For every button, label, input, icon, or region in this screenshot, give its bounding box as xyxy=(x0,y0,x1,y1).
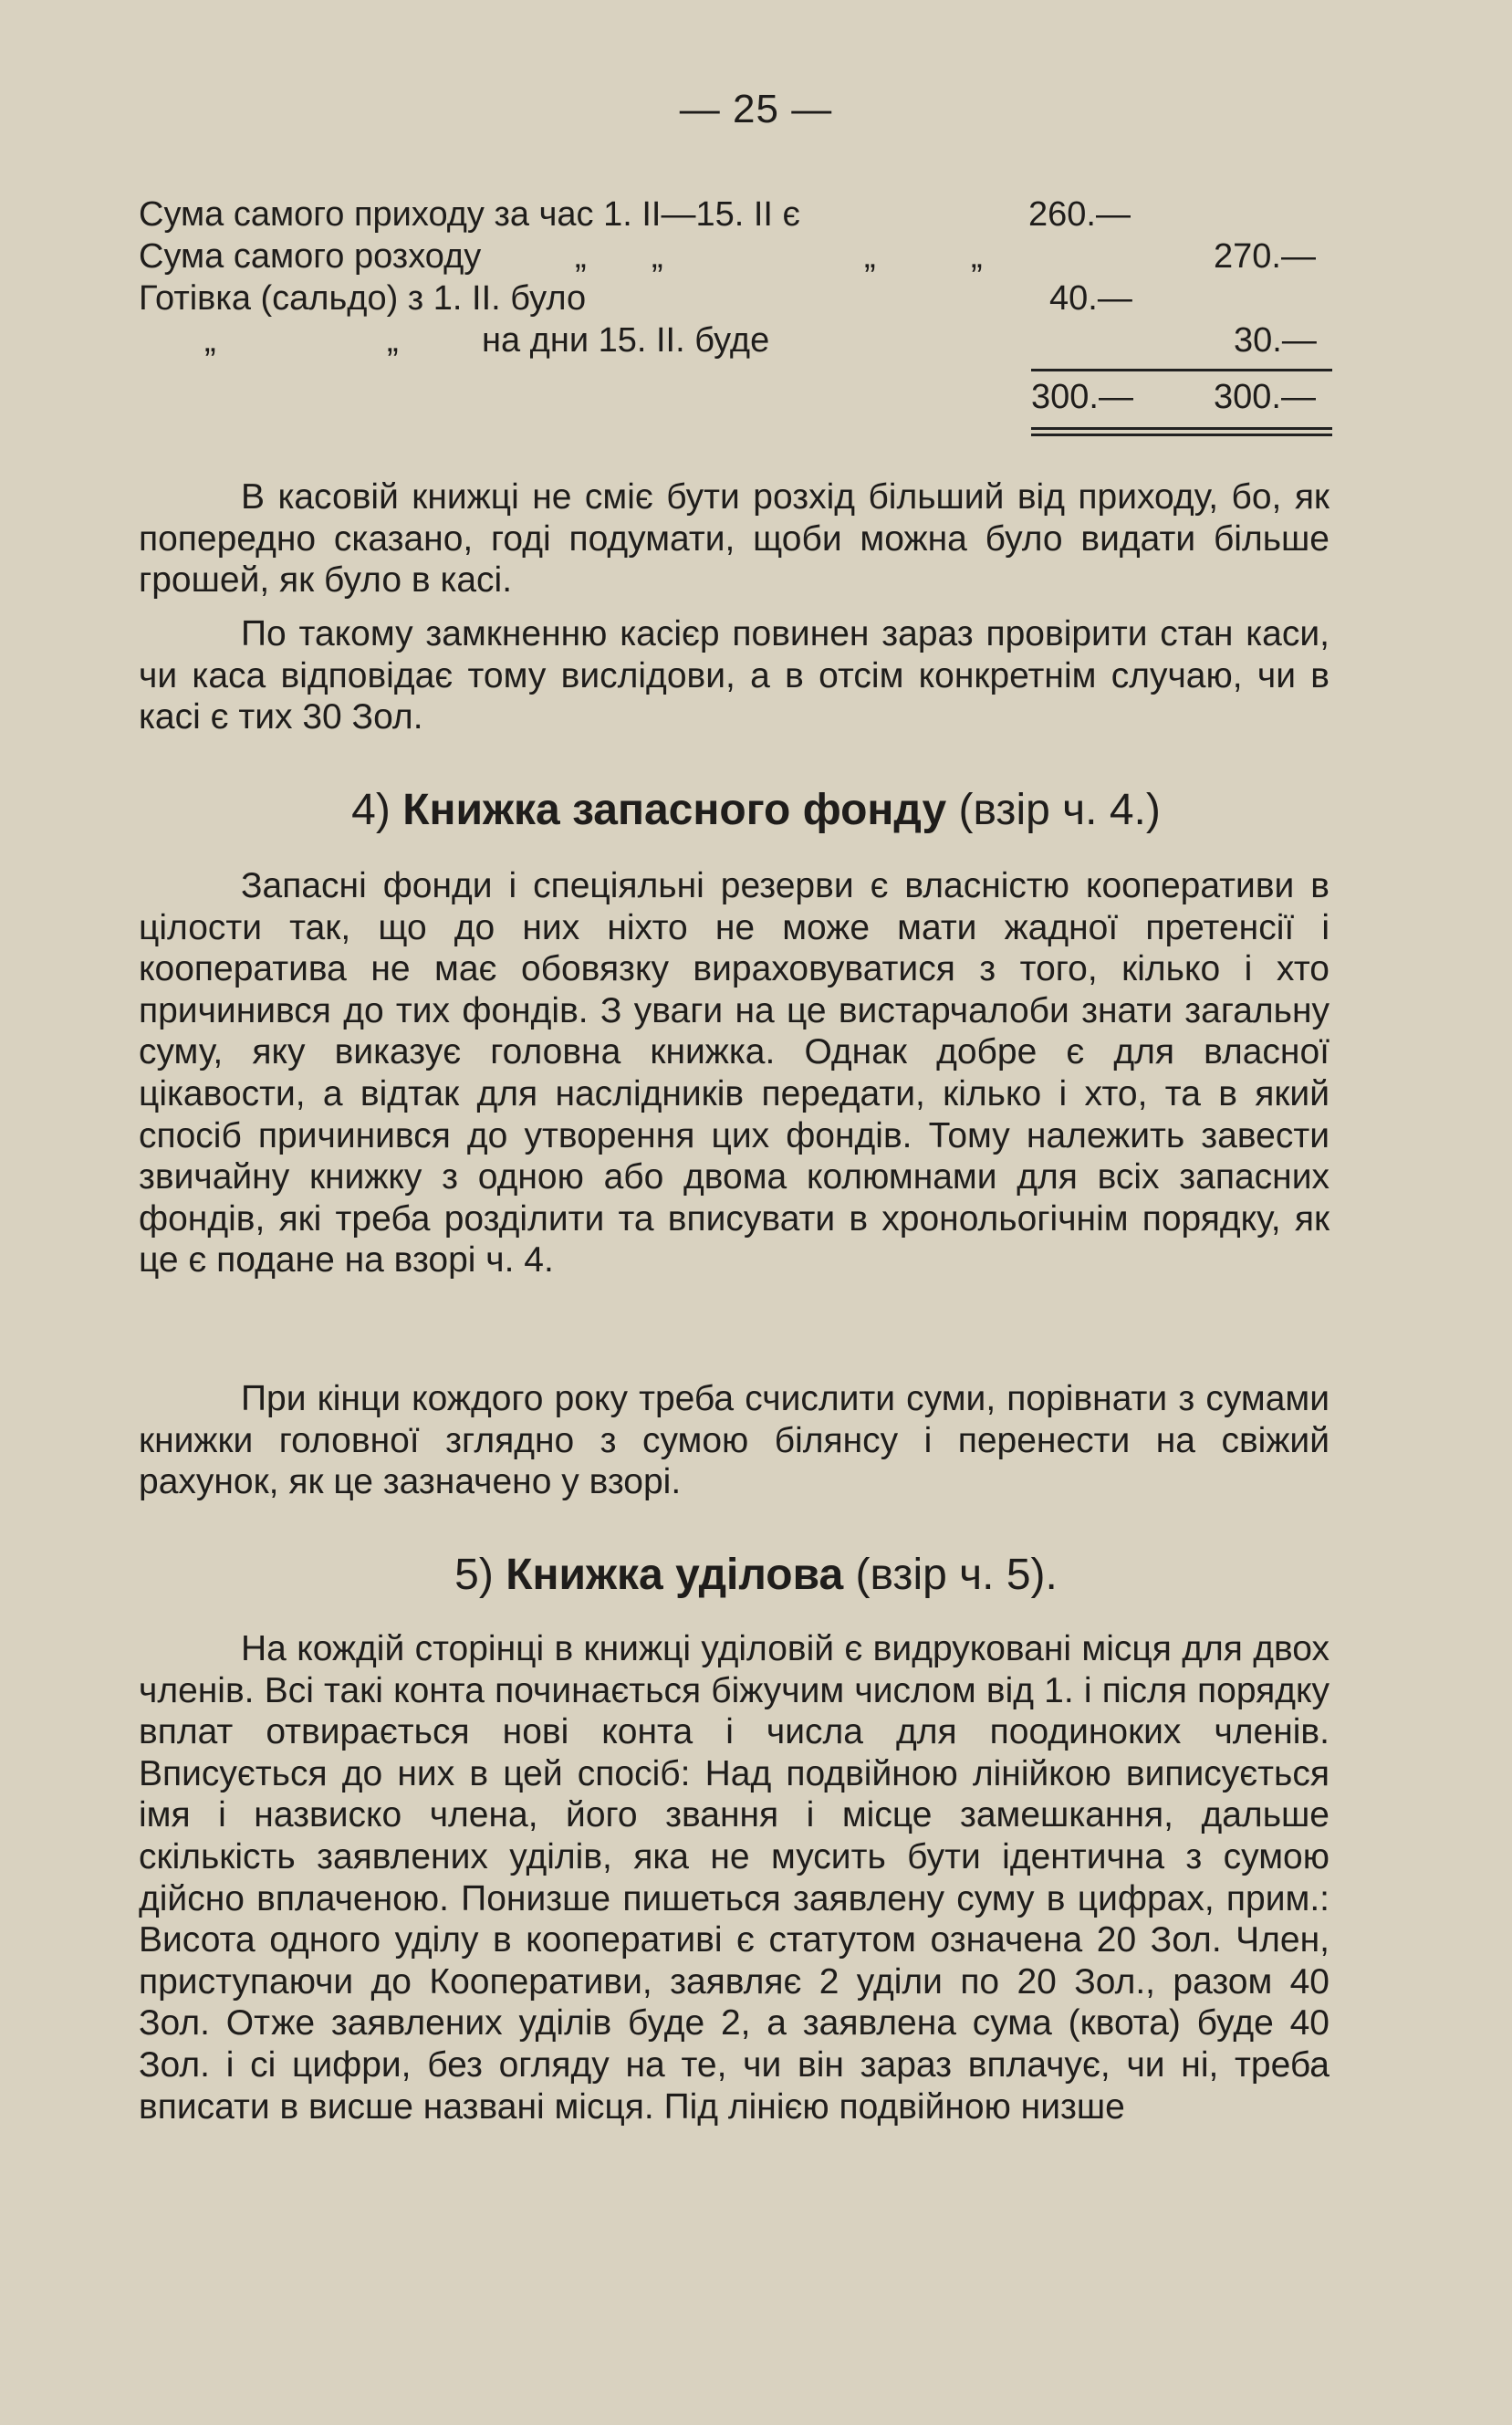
section-heading-share-book xyxy=(0,1548,1512,1603)
section-reference: (взір ч. 5). xyxy=(855,1551,1058,1599)
expense-amount: 270.— xyxy=(1214,237,1316,276)
cash-start-amount: 40.— xyxy=(1049,279,1132,318)
cash-end-amount: 30.— xyxy=(1234,321,1317,360)
page-number: — 25 — xyxy=(679,87,833,131)
paragraph-cash-book: В касовій книжці не сміє бути розхід більший від приходу, бо, як попередно сказано, годі подумати, щоби можна було видати більше грошей, як було в касі. xyxy=(139,477,1330,601)
paragraph-reserve-fund: Запасні фонди і спеціяльні резерви є власністю кооперативи в цілости так, що до них ніхто не може мати жадної претенсії і кооператива не має обовязку вираховуватися з того, кілько і хто причинився до тих фондів. З уваги на це вистарчалоби знати загальну суму, яку виказує головна книжка. Однак добре є для власної цікавости, а відтак для наслідників передати, кілько і хто, та в який спосіб причинився до утворення цих фондів. Тому належить завести звичайну книжку з одною або двома колюмнами для всіх запасних фондів, які треба розділити та вписувати в хронольогічнім порядку, як це є подане на взорі ч. 4. xyxy=(139,866,1330,1280)
row-label: Сума самого приходу за час 1. II—15. II є xyxy=(139,195,800,234)
cash-summary-table xyxy=(139,193,1334,458)
income-amount: 260.— xyxy=(1028,195,1131,234)
paragraph-share-book: На кождій сторінці в книжці уділовій є видруковані місця для двох членів. Всі такі конта починається біжучим числом від 1. і після порядку вплат отвирається нові конта і числа для поодиноких членів. Вписується до них в цей спосіб: Над подвійною лінійкою виписується імя і назвиско члена, його звання і місце замешкання, дальше скількість заявлених уділів, яка не мусить бути ідентична з сумою дійсно вплаченою. Понизше пишеться заявлену суму в цифрах, прим.: Висота одного уділу в кооперативі є статутом означена 20 Зол. Член, приступаючи до Кооперативи, заявляє 2 уділи по 20 Зол., разом 40 Зол. Отже заявлених уділів буде 2, а заявлена сума (квота) буде 40 Зол. і сі цифри, без огляду на те, чи він зараз вплачує, чи ні, треба вписати в висше названі місця. Під лінією подвійною низше xyxy=(139,1629,1330,2127)
paragraph-year-end: При кінци кождого року треба счислити суми, порівнати з сумами книжки головної зглядно з сумою білянсу і перенести на свіжий рахунок, як це зазначено у взорі. xyxy=(139,1379,1330,1502)
sum-rule xyxy=(1031,369,1332,371)
ditto-mark: „ xyxy=(652,237,663,276)
section-number: 5) xyxy=(454,1551,494,1599)
total-left: 300.— xyxy=(1031,378,1133,416)
ditto-mark: „ xyxy=(864,237,876,276)
ditto-mark: „ xyxy=(971,237,983,276)
row-label: Готівка (сальдо) з 1. II. було xyxy=(139,279,587,318)
row-label: на дни 15. II. буде xyxy=(482,321,770,360)
row-label: Сума самого розходу xyxy=(139,237,482,276)
section-heading-reserve-fund xyxy=(0,783,1512,838)
section-number: 4) xyxy=(351,786,391,834)
ditto-mark: „ xyxy=(387,321,399,360)
section-reference: (взір ч. 4.) xyxy=(958,786,1161,834)
paragraph-cash-check: По такому замкненню касієр повинен зараз провірити стан каси, чи каса відповідає тому вислідови, а в отсім конкретнім случаю, чи в касі є тих 30 Зол. xyxy=(139,614,1330,737)
double-rule xyxy=(1031,427,1332,436)
ditto-mark: „ xyxy=(575,237,587,276)
section-title: Книжка уділова xyxy=(506,1551,844,1599)
section-title: Книжка запасного фонду xyxy=(402,786,947,834)
total-right: 300.— xyxy=(1214,378,1316,416)
ditto-mark: „ xyxy=(204,321,216,360)
